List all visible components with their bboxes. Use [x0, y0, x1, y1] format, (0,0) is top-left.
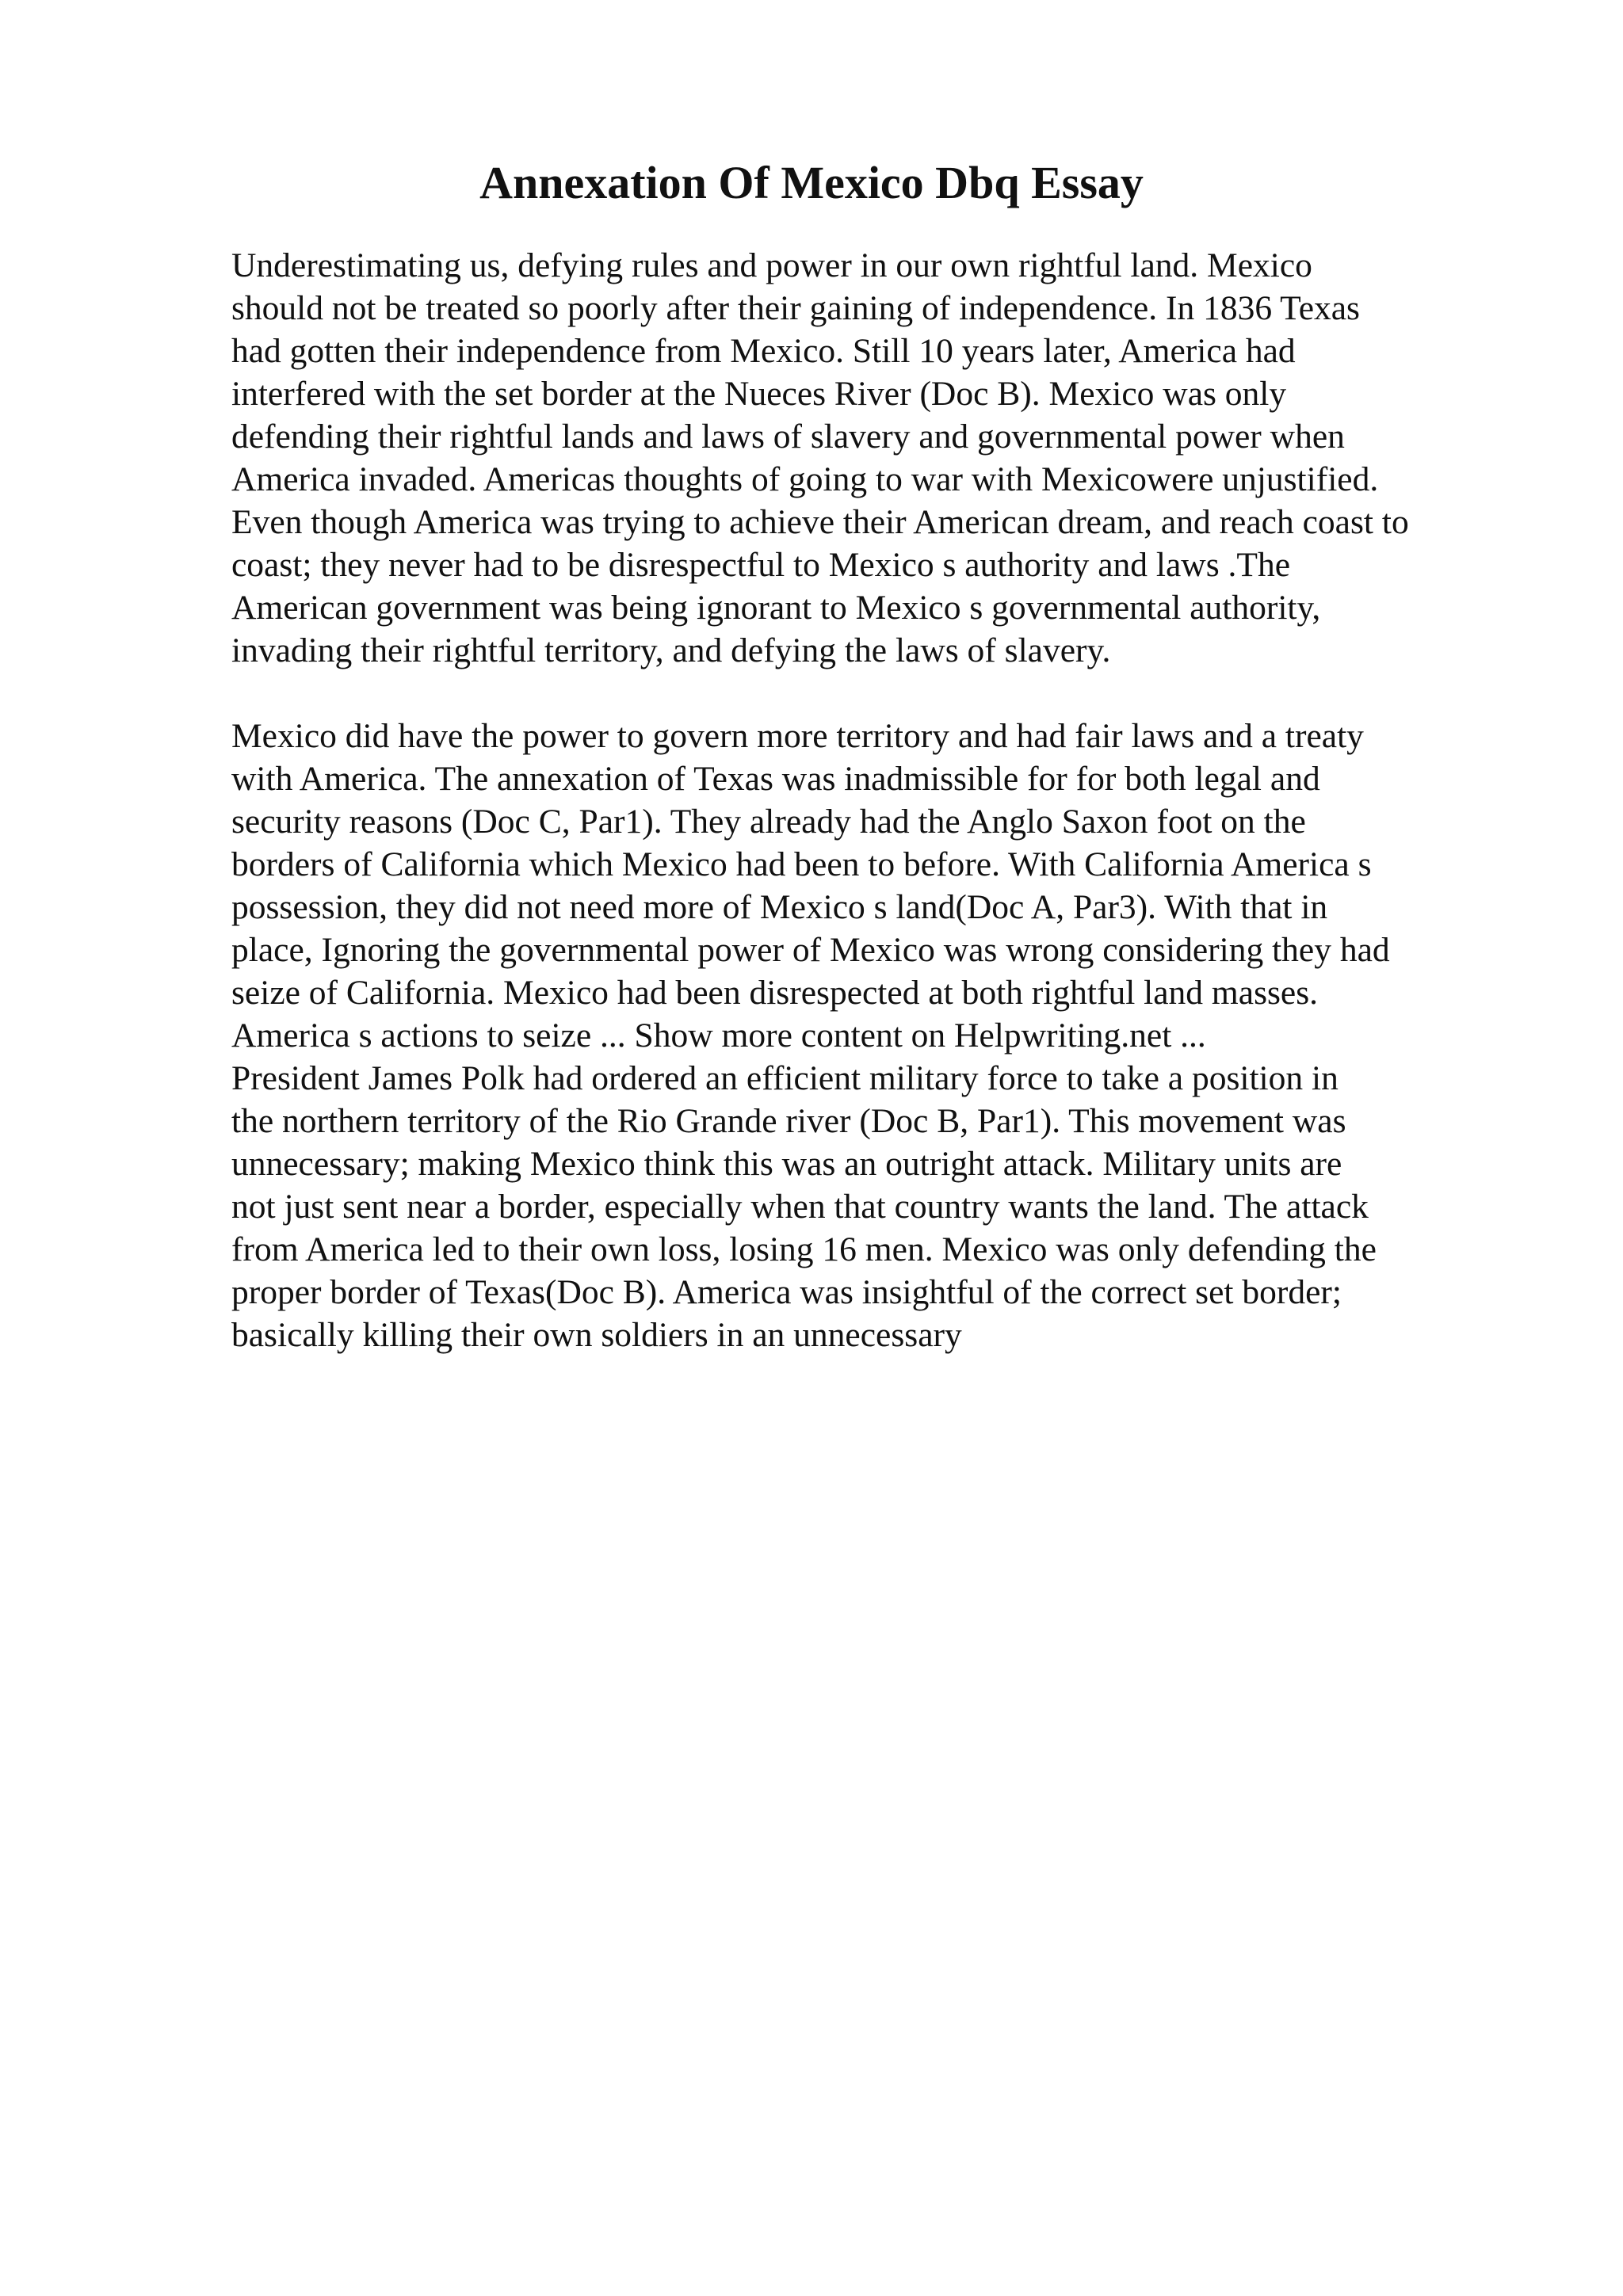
paragraph-2: [231, 715, 1531, 1057]
text-line: proper border of Texas(Doc B). America was insightful of the correct set border;: [231, 1273, 1342, 1311]
text-line: possession, they did not need more of Mexico s land(Doc A, Par3). With that in: [231, 888, 1328, 926]
text-line: unnecessary; making Mexico think this was an outright attack. Military units are: [231, 1145, 1342, 1183]
text-line: security reasons (Doc C, Par1). They already had the Anglo Saxon foot on the: [231, 803, 1306, 841]
text-line: Mexico did have the power to govern more territory and had fair laws and a treaty: [231, 717, 1364, 755]
text-line: seize of California. Mexico had been disrespected at both rightful land masses.: [231, 974, 1319, 1012]
text-line: Even though America was trying to achieve their American dream, and reach coast to: [231, 503, 1409, 541]
text-line: not just sent near a border, especially when that country wants the land. The attack: [231, 1188, 1369, 1226]
text-line: coast; they never had to be disrespectful to Mexico s authority and laws .The: [231, 546, 1291, 584]
text-line: had gotten their independence from Mexico. Still 10 years later, America had: [231, 332, 1296, 370]
page-title: Annexation Of Mexico Dbq Essay: [479, 157, 1144, 208]
text-line: the northern territory of the Rio Grande river (Doc B, Par1). This movement was: [231, 1102, 1346, 1140]
text-line: defending their rightful lands and laws of slavery and governmental power when: [231, 418, 1345, 456]
text-line: interfered with the set border at the Nueces River (Doc B). Mexico was only: [231, 375, 1287, 413]
text-line: Underestimating us, defying rules and power in our own rightful land. Mexico: [231, 246, 1312, 284]
text-line: President James Polk had ordered an efficient military force to take a position in: [231, 1059, 1338, 1097]
text-line: America s actions to seize ... Show more content on Helpwriting.net ...: [231, 1016, 1206, 1055]
text-line: American government was being ignorant to Mexico s governmental authority,: [231, 589, 1321, 627]
text-line: should not be treated so poorly after their gaining of independence. In 1836 Texas: [231, 289, 1360, 327]
paragraph-1: [231, 244, 1531, 672]
essay-body: [231, 244, 1531, 1356]
text-line: basically killing their own soldiers in an unnecessary: [231, 1316, 962, 1354]
text-line: invading their rightful territory, and defying the laws of slavery.: [231, 631, 1111, 669]
text-line: place, Ignoring the governmental power of Mexico was wrong considering they had: [231, 931, 1390, 969]
paragraph-3: [231, 1057, 1531, 1356]
text-line: with America. The annexation of Texas was inadmissible for for both legal and: [231, 760, 1320, 798]
text-line: from America led to their own loss, losing 16 men. Mexico was only defending the: [231, 1230, 1377, 1268]
paragraph-gap: [231, 672, 1531, 715]
text-line: borders of California which Mexico had been to before. With California America s: [231, 845, 1372, 883]
text-line: America invaded. Americas thoughts of going to war with Mexicowere unjustified.: [231, 460, 1379, 498]
